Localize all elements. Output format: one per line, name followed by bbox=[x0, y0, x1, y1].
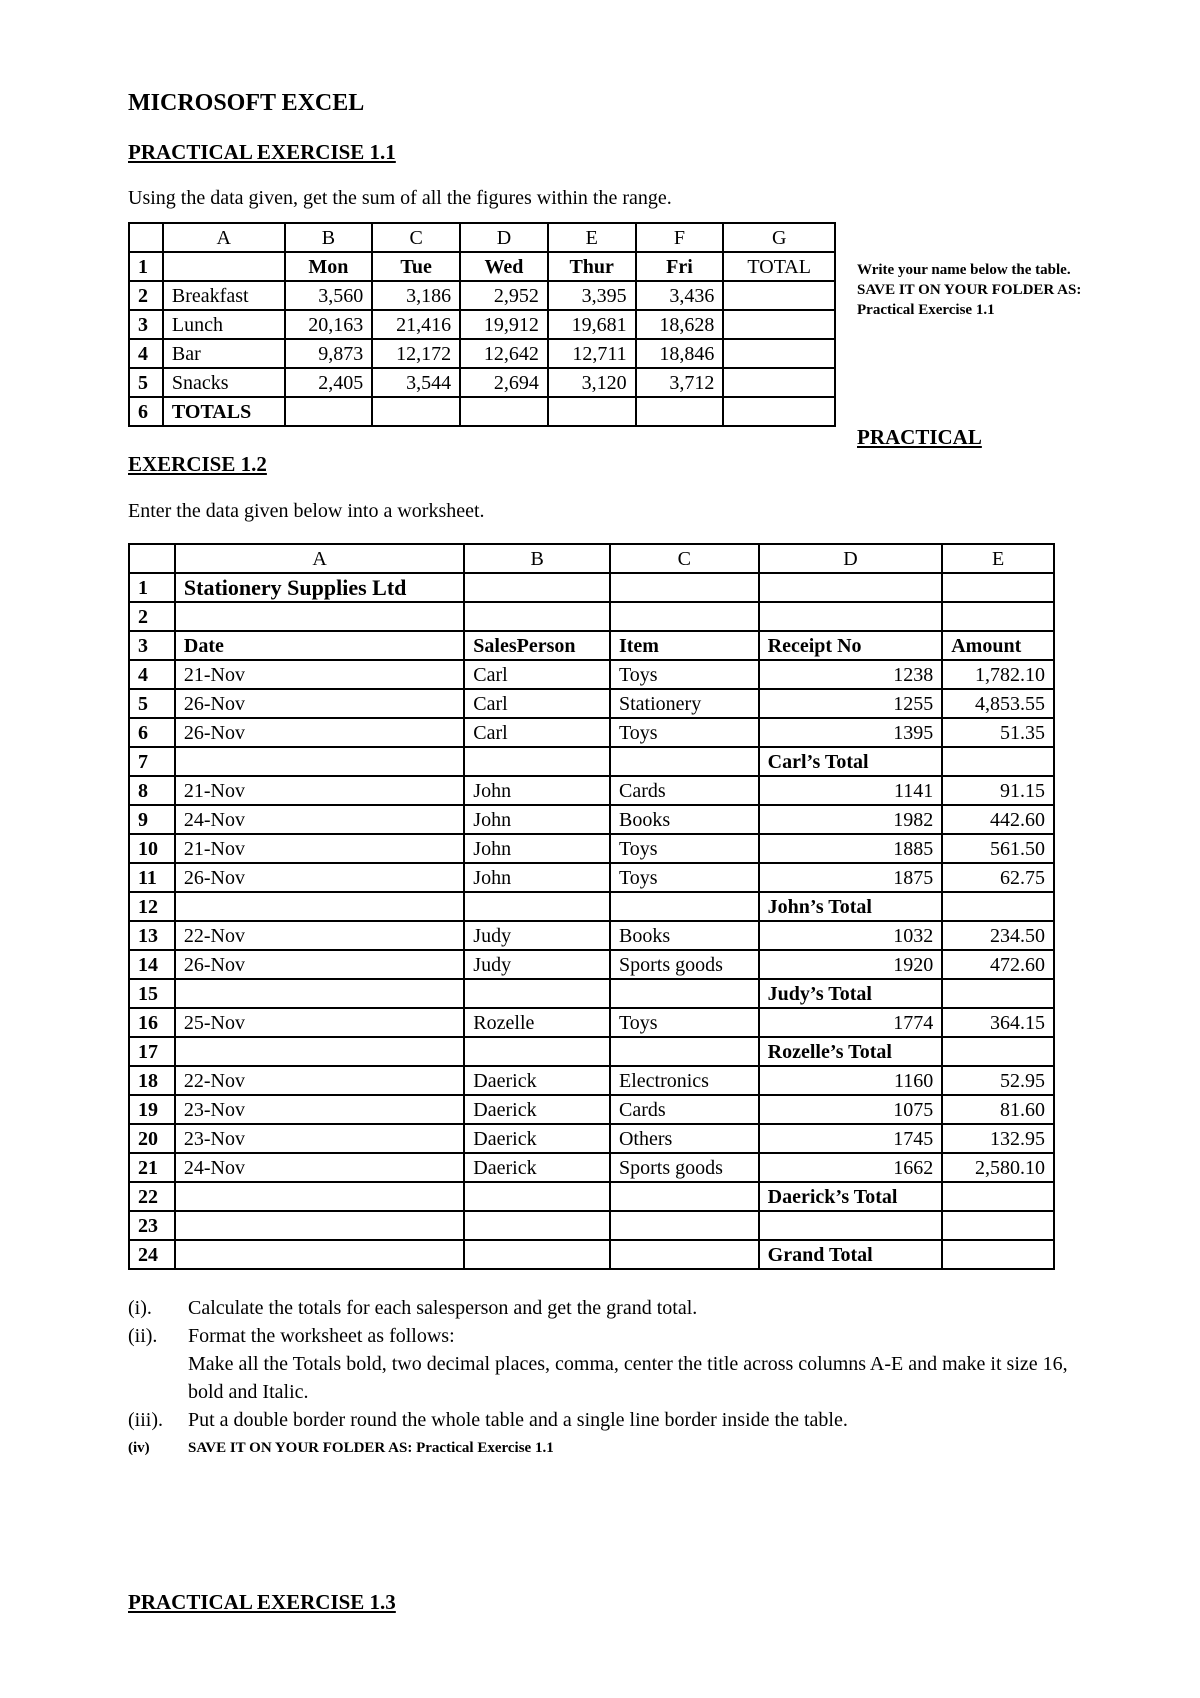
row-number: 20 bbox=[129, 1124, 175, 1153]
column-header-row bbox=[129, 544, 1054, 573]
table-cell bbox=[636, 397, 724, 426]
cell-a: 26-Nov bbox=[175, 689, 464, 718]
cell-a bbox=[175, 892, 464, 921]
cell-d: 1982 bbox=[759, 805, 943, 834]
cell-d: Daerick’s Total bbox=[759, 1182, 943, 1211]
cell-c: Stationery bbox=[610, 689, 759, 718]
cell-b: Carl bbox=[464, 689, 610, 718]
cell-b bbox=[464, 747, 610, 776]
cell-d: Grand Total bbox=[759, 1240, 943, 1269]
table-cell bbox=[460, 397, 548, 426]
column-letter: C bbox=[372, 223, 460, 252]
table-row bbox=[129, 747, 1054, 776]
cell-b: SalesPerson bbox=[464, 631, 610, 660]
cell-c: Sports goods bbox=[610, 950, 759, 979]
row-label: Snacks bbox=[163, 368, 285, 397]
cell-a bbox=[175, 1182, 464, 1211]
task-number: (ii). bbox=[128, 1325, 158, 1347]
task-number: (i). bbox=[128, 1297, 152, 1319]
table-cell: 2,405 bbox=[285, 368, 373, 397]
cell-a: 21-Nov bbox=[175, 660, 464, 689]
table-row bbox=[129, 834, 1054, 863]
task-text: Put a double border round the whole table and a single line border inside the table. bbox=[188, 1409, 848, 1431]
cell-d bbox=[759, 602, 943, 631]
table-cell: 21,416 bbox=[372, 310, 460, 339]
cell-c bbox=[610, 1211, 759, 1240]
column-header-row bbox=[129, 223, 835, 252]
table-row bbox=[129, 1095, 1054, 1124]
table-cell: 3,395 bbox=[548, 281, 636, 310]
table-cell: 3,120 bbox=[548, 368, 636, 397]
cell-e bbox=[942, 979, 1054, 1008]
table-row bbox=[129, 368, 835, 397]
cell-c: Cards bbox=[610, 776, 759, 805]
cell-b: John bbox=[464, 863, 610, 892]
cell-a: 25-Nov bbox=[175, 1008, 464, 1037]
row-number: 15 bbox=[129, 979, 175, 1008]
cell-d: Judy’s Total bbox=[759, 979, 943, 1008]
table-cell bbox=[723, 368, 835, 397]
row-number: 16 bbox=[129, 1008, 175, 1037]
table-row bbox=[129, 718, 1054, 747]
row-number: 19 bbox=[129, 1095, 175, 1124]
task-item bbox=[128, 1294, 1200, 1322]
cell-c bbox=[610, 1240, 759, 1269]
row-number: 21 bbox=[129, 1153, 175, 1182]
cell-a: 21-Nov bbox=[175, 834, 464, 863]
table-row bbox=[129, 1182, 1054, 1211]
side-note-line-1: Write your name below the table. bbox=[857, 262, 1071, 278]
cell-d: Carl’s Total bbox=[759, 747, 943, 776]
table-row bbox=[129, 1008, 1054, 1037]
cell-a: 21-Nov bbox=[175, 776, 464, 805]
cell-a: 23-Nov bbox=[175, 1124, 464, 1153]
exercise-1-1-table bbox=[128, 222, 836, 427]
cell-a: 26-Nov bbox=[175, 718, 464, 747]
cell-e: 561.50 bbox=[942, 834, 1054, 863]
cell-c: Sports goods bbox=[610, 1153, 759, 1182]
row-number: 3 bbox=[129, 631, 175, 660]
cell-b: John bbox=[464, 805, 610, 834]
table-cell: 18,846 bbox=[636, 339, 724, 368]
table-cell: 3,712 bbox=[636, 368, 724, 397]
task-number: (iii). bbox=[128, 1409, 163, 1431]
cell-e: 52.95 bbox=[942, 1066, 1054, 1095]
exercise-1-1-heading: PRACTICAL EXERCISE 1.1 bbox=[128, 140, 396, 164]
row-label: Bar bbox=[163, 339, 285, 368]
cell-c: Item bbox=[610, 631, 759, 660]
row-number: 24 bbox=[129, 1240, 175, 1269]
column-letter: B bbox=[285, 223, 373, 252]
table-cell: 19,912 bbox=[460, 310, 548, 339]
task-text: Calculate the totals for each salesperson and get the grand total. bbox=[188, 1297, 698, 1319]
cell-d: 1662 bbox=[759, 1153, 943, 1182]
cell-b bbox=[464, 1240, 610, 1269]
table-row bbox=[129, 1153, 1054, 1182]
cell-e: 132.95 bbox=[942, 1124, 1054, 1153]
table-cell: Tue bbox=[372, 252, 460, 281]
cell-e: 91.15 bbox=[942, 776, 1054, 805]
table-cell: 12,642 bbox=[460, 339, 548, 368]
cell-a bbox=[175, 1240, 464, 1269]
cell-e: 442.60 bbox=[942, 805, 1054, 834]
exercise-1-2-table bbox=[128, 543, 1055, 1270]
table-row bbox=[129, 339, 835, 368]
document-title: MICROSOFT EXCEL bbox=[128, 90, 365, 116]
table-cell bbox=[372, 397, 460, 426]
cell-d: Rozelle’s Total bbox=[759, 1037, 943, 1066]
cell-b: Daerick bbox=[464, 1124, 610, 1153]
table-row bbox=[129, 979, 1054, 1008]
row-number: 2 bbox=[129, 281, 163, 310]
cell-e: 472.60 bbox=[942, 950, 1054, 979]
table-cell: TOTAL bbox=[723, 252, 835, 281]
cell-e: 364.15 bbox=[942, 1008, 1054, 1037]
row-label: Lunch bbox=[163, 310, 285, 339]
column-letter: A bbox=[175, 544, 464, 573]
row-number: 17 bbox=[129, 1037, 175, 1066]
row-number: 1 bbox=[129, 252, 163, 281]
cell-c: Toys bbox=[610, 660, 759, 689]
table-row bbox=[129, 689, 1054, 718]
cell-c: Cards bbox=[610, 1095, 759, 1124]
cell-c bbox=[610, 892, 759, 921]
cell-a: 22-Nov bbox=[175, 921, 464, 950]
exercise-1-2-instruction: Enter the data given below into a worksheet. bbox=[128, 500, 485, 522]
cell-d: 1141 bbox=[759, 776, 943, 805]
row-label bbox=[163, 252, 285, 281]
exercise-1-2-heading-part2: EXERCISE 1.2 bbox=[128, 452, 267, 476]
row-number: 12 bbox=[129, 892, 175, 921]
cell-e: 62.75 bbox=[942, 863, 1054, 892]
cell-c: Books bbox=[610, 921, 759, 950]
cell-c: Others bbox=[610, 1124, 759, 1153]
cell-b: Daerick bbox=[464, 1153, 610, 1182]
table-cell: Mon bbox=[285, 252, 373, 281]
cell-e: Amount bbox=[942, 631, 1054, 660]
column-letter: E bbox=[942, 544, 1054, 573]
table-cell bbox=[723, 310, 835, 339]
exercise-1-1-instruction: Using the data given, get the sum of all the figures within the range. bbox=[128, 187, 672, 209]
table-cell: 2,952 bbox=[460, 281, 548, 310]
cell-b bbox=[464, 1037, 610, 1066]
cell-a: 23-Nov bbox=[175, 1095, 464, 1124]
table-row bbox=[129, 1037, 1054, 1066]
table-row bbox=[129, 1240, 1054, 1269]
table-cell bbox=[285, 397, 373, 426]
row-number: 18 bbox=[129, 1066, 175, 1095]
cell-d: 1920 bbox=[759, 950, 943, 979]
column-letter: A bbox=[163, 223, 285, 252]
table-row bbox=[129, 602, 1054, 631]
table-row bbox=[129, 892, 1054, 921]
table-row bbox=[129, 1066, 1054, 1095]
row-number: 5 bbox=[129, 368, 163, 397]
table-row bbox=[129, 631, 1054, 660]
cell-e: 234.50 bbox=[942, 921, 1054, 950]
exercise-1-2-task-list bbox=[128, 1294, 1200, 1462]
task-number: (iv) bbox=[128, 1440, 150, 1456]
row-number: 11 bbox=[129, 863, 175, 892]
cell-e: 1,782.10 bbox=[942, 660, 1054, 689]
side-note-line-2: SAVE IT ON YOUR FOLDER AS: Practical Exercise 1.1 bbox=[857, 282, 1082, 318]
row-number: 4 bbox=[129, 339, 163, 368]
cell-c: Toys bbox=[610, 834, 759, 863]
table-cell: 18,628 bbox=[636, 310, 724, 339]
cell-c bbox=[610, 1037, 759, 1066]
table-cell: 3,544 bbox=[372, 368, 460, 397]
cell-b bbox=[464, 573, 610, 602]
exercise-1-1-side-note bbox=[857, 260, 1087, 320]
cell-c: Electronics bbox=[610, 1066, 759, 1095]
cell-d: 1745 bbox=[759, 1124, 943, 1153]
table-cell bbox=[723, 397, 835, 426]
table-row bbox=[129, 310, 835, 339]
cell-b bbox=[464, 1182, 610, 1211]
row-label: TOTALS bbox=[163, 397, 285, 426]
corner-cell bbox=[129, 544, 175, 573]
row-number: 22 bbox=[129, 1182, 175, 1211]
cell-a: Stationery Supplies Ltd bbox=[175, 573, 464, 602]
table-cell: 3,186 bbox=[372, 281, 460, 310]
table-cell: 3,560 bbox=[285, 281, 373, 310]
table-cell: 12,711 bbox=[548, 339, 636, 368]
cell-b: John bbox=[464, 776, 610, 805]
table-row bbox=[129, 863, 1054, 892]
table-cell: 9,873 bbox=[285, 339, 373, 368]
row-number: 1 bbox=[129, 573, 175, 602]
cell-a bbox=[175, 747, 464, 776]
row-number: 13 bbox=[129, 921, 175, 950]
table-row bbox=[129, 805, 1054, 834]
cell-a: 24-Nov bbox=[175, 1153, 464, 1182]
row-number: 3 bbox=[129, 310, 163, 339]
cell-b bbox=[464, 979, 610, 1008]
cell-c bbox=[610, 573, 759, 602]
corner-cell bbox=[129, 223, 163, 252]
cell-e bbox=[942, 602, 1054, 631]
table-cell: 12,172 bbox=[372, 339, 460, 368]
table-row bbox=[129, 1124, 1054, 1153]
cell-e: 4,853.55 bbox=[942, 689, 1054, 718]
task-text: Make all the Totals bold, two decimal places, comma, center the title across columns A-E and make it size 16, bold and Italic. bbox=[188, 1353, 1068, 1403]
task-item bbox=[128, 1434, 1200, 1462]
cell-d bbox=[759, 1211, 943, 1240]
cell-a: Date bbox=[175, 631, 464, 660]
cell-b: Carl bbox=[464, 718, 610, 747]
cell-d: 1255 bbox=[759, 689, 943, 718]
table-cell bbox=[723, 281, 835, 310]
task-item bbox=[128, 1350, 1200, 1406]
row-number: 2 bbox=[129, 602, 175, 631]
cell-c: Books bbox=[610, 805, 759, 834]
cell-b: John bbox=[464, 834, 610, 863]
task-item bbox=[128, 1406, 1200, 1434]
cell-a: 22-Nov bbox=[175, 1066, 464, 1095]
cell-d: 1774 bbox=[759, 1008, 943, 1037]
cell-e bbox=[942, 1037, 1054, 1066]
table-cell: 19,681 bbox=[548, 310, 636, 339]
row-label: Breakfast bbox=[163, 281, 285, 310]
table-cell: 3,436 bbox=[636, 281, 724, 310]
row-number: 8 bbox=[129, 776, 175, 805]
cell-b: Rozelle bbox=[464, 1008, 610, 1037]
table-cell: Wed bbox=[460, 252, 548, 281]
column-letter: C bbox=[610, 544, 759, 573]
column-letter: D bbox=[759, 544, 943, 573]
table-row bbox=[129, 950, 1054, 979]
table-row bbox=[129, 573, 1054, 602]
cell-d: 1075 bbox=[759, 1095, 943, 1124]
cell-a bbox=[175, 979, 464, 1008]
cell-b: Daerick bbox=[464, 1066, 610, 1095]
table-cell bbox=[548, 397, 636, 426]
table-row bbox=[129, 252, 835, 281]
row-number: 7 bbox=[129, 747, 175, 776]
cell-b: Judy bbox=[464, 950, 610, 979]
cell-d: John’s Total bbox=[759, 892, 943, 921]
exercise-1-2-heading-part1: PRACTICAL bbox=[857, 425, 982, 449]
cell-b: Daerick bbox=[464, 1095, 610, 1124]
cell-c: Toys bbox=[610, 863, 759, 892]
cell-d: 1032 bbox=[759, 921, 943, 950]
table-cell: Thur bbox=[548, 252, 636, 281]
cell-c bbox=[610, 602, 759, 631]
cell-b bbox=[464, 892, 610, 921]
row-number: 5 bbox=[129, 689, 175, 718]
cell-c bbox=[610, 979, 759, 1008]
cell-b bbox=[464, 1211, 610, 1240]
cell-a: 26-Nov bbox=[175, 863, 464, 892]
cell-e: 51.35 bbox=[942, 718, 1054, 747]
cell-e bbox=[942, 1240, 1054, 1269]
cell-c bbox=[610, 1182, 759, 1211]
cell-b: Judy bbox=[464, 921, 610, 950]
exercise-1-3-heading: PRACTICAL EXERCISE 1.3 bbox=[128, 1590, 396, 1614]
cell-d: 1875 bbox=[759, 863, 943, 892]
cell-e bbox=[942, 1182, 1054, 1211]
table-row bbox=[129, 776, 1054, 805]
cell-b bbox=[464, 602, 610, 631]
cell-e bbox=[942, 892, 1054, 921]
cell-d: 1238 bbox=[759, 660, 943, 689]
table-row bbox=[129, 397, 835, 426]
cell-d: Receipt No bbox=[759, 631, 943, 660]
cell-e bbox=[942, 573, 1054, 602]
table-row bbox=[129, 660, 1054, 689]
cell-d: 1885 bbox=[759, 834, 943, 863]
row-number: 9 bbox=[129, 805, 175, 834]
cell-e: 81.60 bbox=[942, 1095, 1054, 1124]
cell-d: 1160 bbox=[759, 1066, 943, 1095]
cell-e bbox=[942, 1211, 1054, 1240]
cell-d bbox=[759, 573, 943, 602]
column-letter: D bbox=[460, 223, 548, 252]
table-row bbox=[129, 1211, 1054, 1240]
column-letter: F bbox=[636, 223, 724, 252]
row-number: 10 bbox=[129, 834, 175, 863]
cell-a bbox=[175, 602, 464, 631]
task-text: Format the worksheet as follows: bbox=[188, 1325, 455, 1347]
cell-d: 1395 bbox=[759, 718, 943, 747]
cell-c: Toys bbox=[610, 718, 759, 747]
cell-c: Toys bbox=[610, 1008, 759, 1037]
cell-e: 2,580.10 bbox=[942, 1153, 1054, 1182]
row-number: 6 bbox=[129, 397, 163, 426]
cell-a bbox=[175, 1037, 464, 1066]
row-number: 4 bbox=[129, 660, 175, 689]
row-number: 14 bbox=[129, 950, 175, 979]
table-cell: 2,694 bbox=[460, 368, 548, 397]
cell-c bbox=[610, 747, 759, 776]
cell-a bbox=[175, 1211, 464, 1240]
column-letter: E bbox=[548, 223, 636, 252]
table-cell bbox=[723, 339, 835, 368]
cell-a: 24-Nov bbox=[175, 805, 464, 834]
cell-b: Carl bbox=[464, 660, 610, 689]
table-row bbox=[129, 921, 1054, 950]
cell-e bbox=[942, 747, 1054, 776]
row-number: 6 bbox=[129, 718, 175, 747]
table-cell: Fri bbox=[636, 252, 724, 281]
table-row bbox=[129, 281, 835, 310]
row-number: 23 bbox=[129, 1211, 175, 1240]
column-letter: B bbox=[464, 544, 610, 573]
cell-a: 26-Nov bbox=[175, 950, 464, 979]
column-letter: G bbox=[723, 223, 835, 252]
task-text: SAVE IT ON YOUR FOLDER AS: Practical Exercise 1.1 bbox=[188, 1440, 554, 1456]
task-item bbox=[128, 1322, 1200, 1350]
table-cell: 20,163 bbox=[285, 310, 373, 339]
